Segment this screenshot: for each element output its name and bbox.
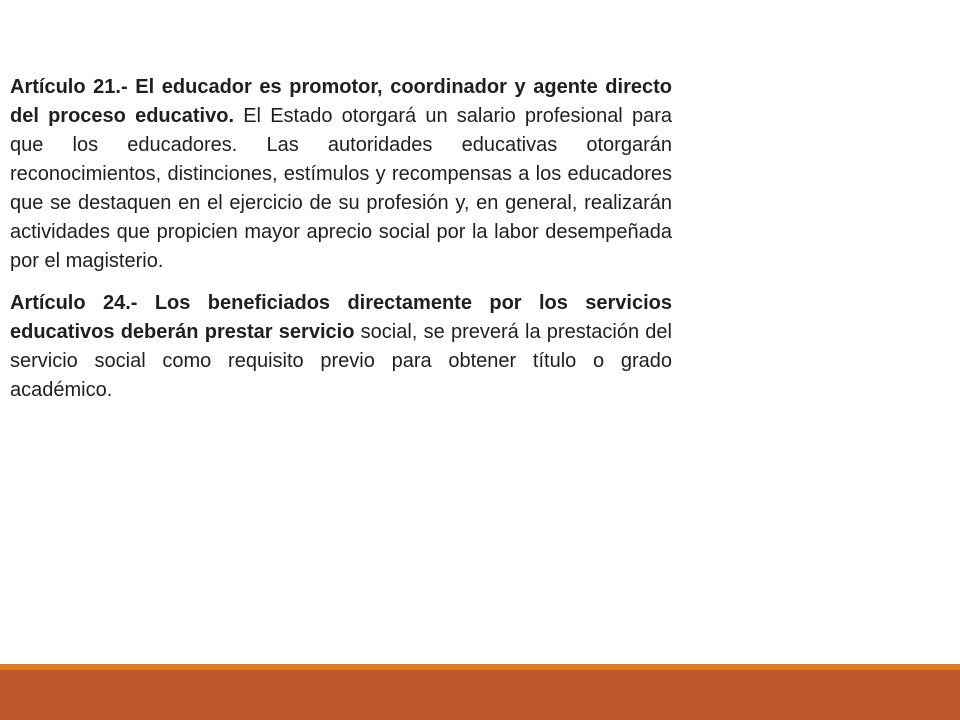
article-24-paragraph <box>10 289 672 405</box>
article-24-heading: Artículo 24.- Los beneficiados directamente por los servicios educativos deberán prestar servicio <box>10 292 672 343</box>
article-21-paragraph <box>10 73 672 276</box>
slide-content <box>10 73 672 418</box>
article-24-text: social, se preverá la prestación del servicio social como requisito previo para obtener título o grado académico. <box>10 321 673 401</box>
article-21-heading: Artículo 21.- El educador es promotor, coordinador y agente directo del proceso educativo. <box>10 76 672 127</box>
article-21-text: El Estado otorgará un salario profesional para que los educadores. Las autoridades educativas otorgarán reconocimientos, distinciones, estímulos y recompensas a los educadores que se destaquen en el ejercicio de su profesión y, en general, realizarán actividades que propicien mayor aprecio social por la labor desempeñada por el magisterio. <box>10 105 672 272</box>
footer-band <box>0 670 960 720</box>
